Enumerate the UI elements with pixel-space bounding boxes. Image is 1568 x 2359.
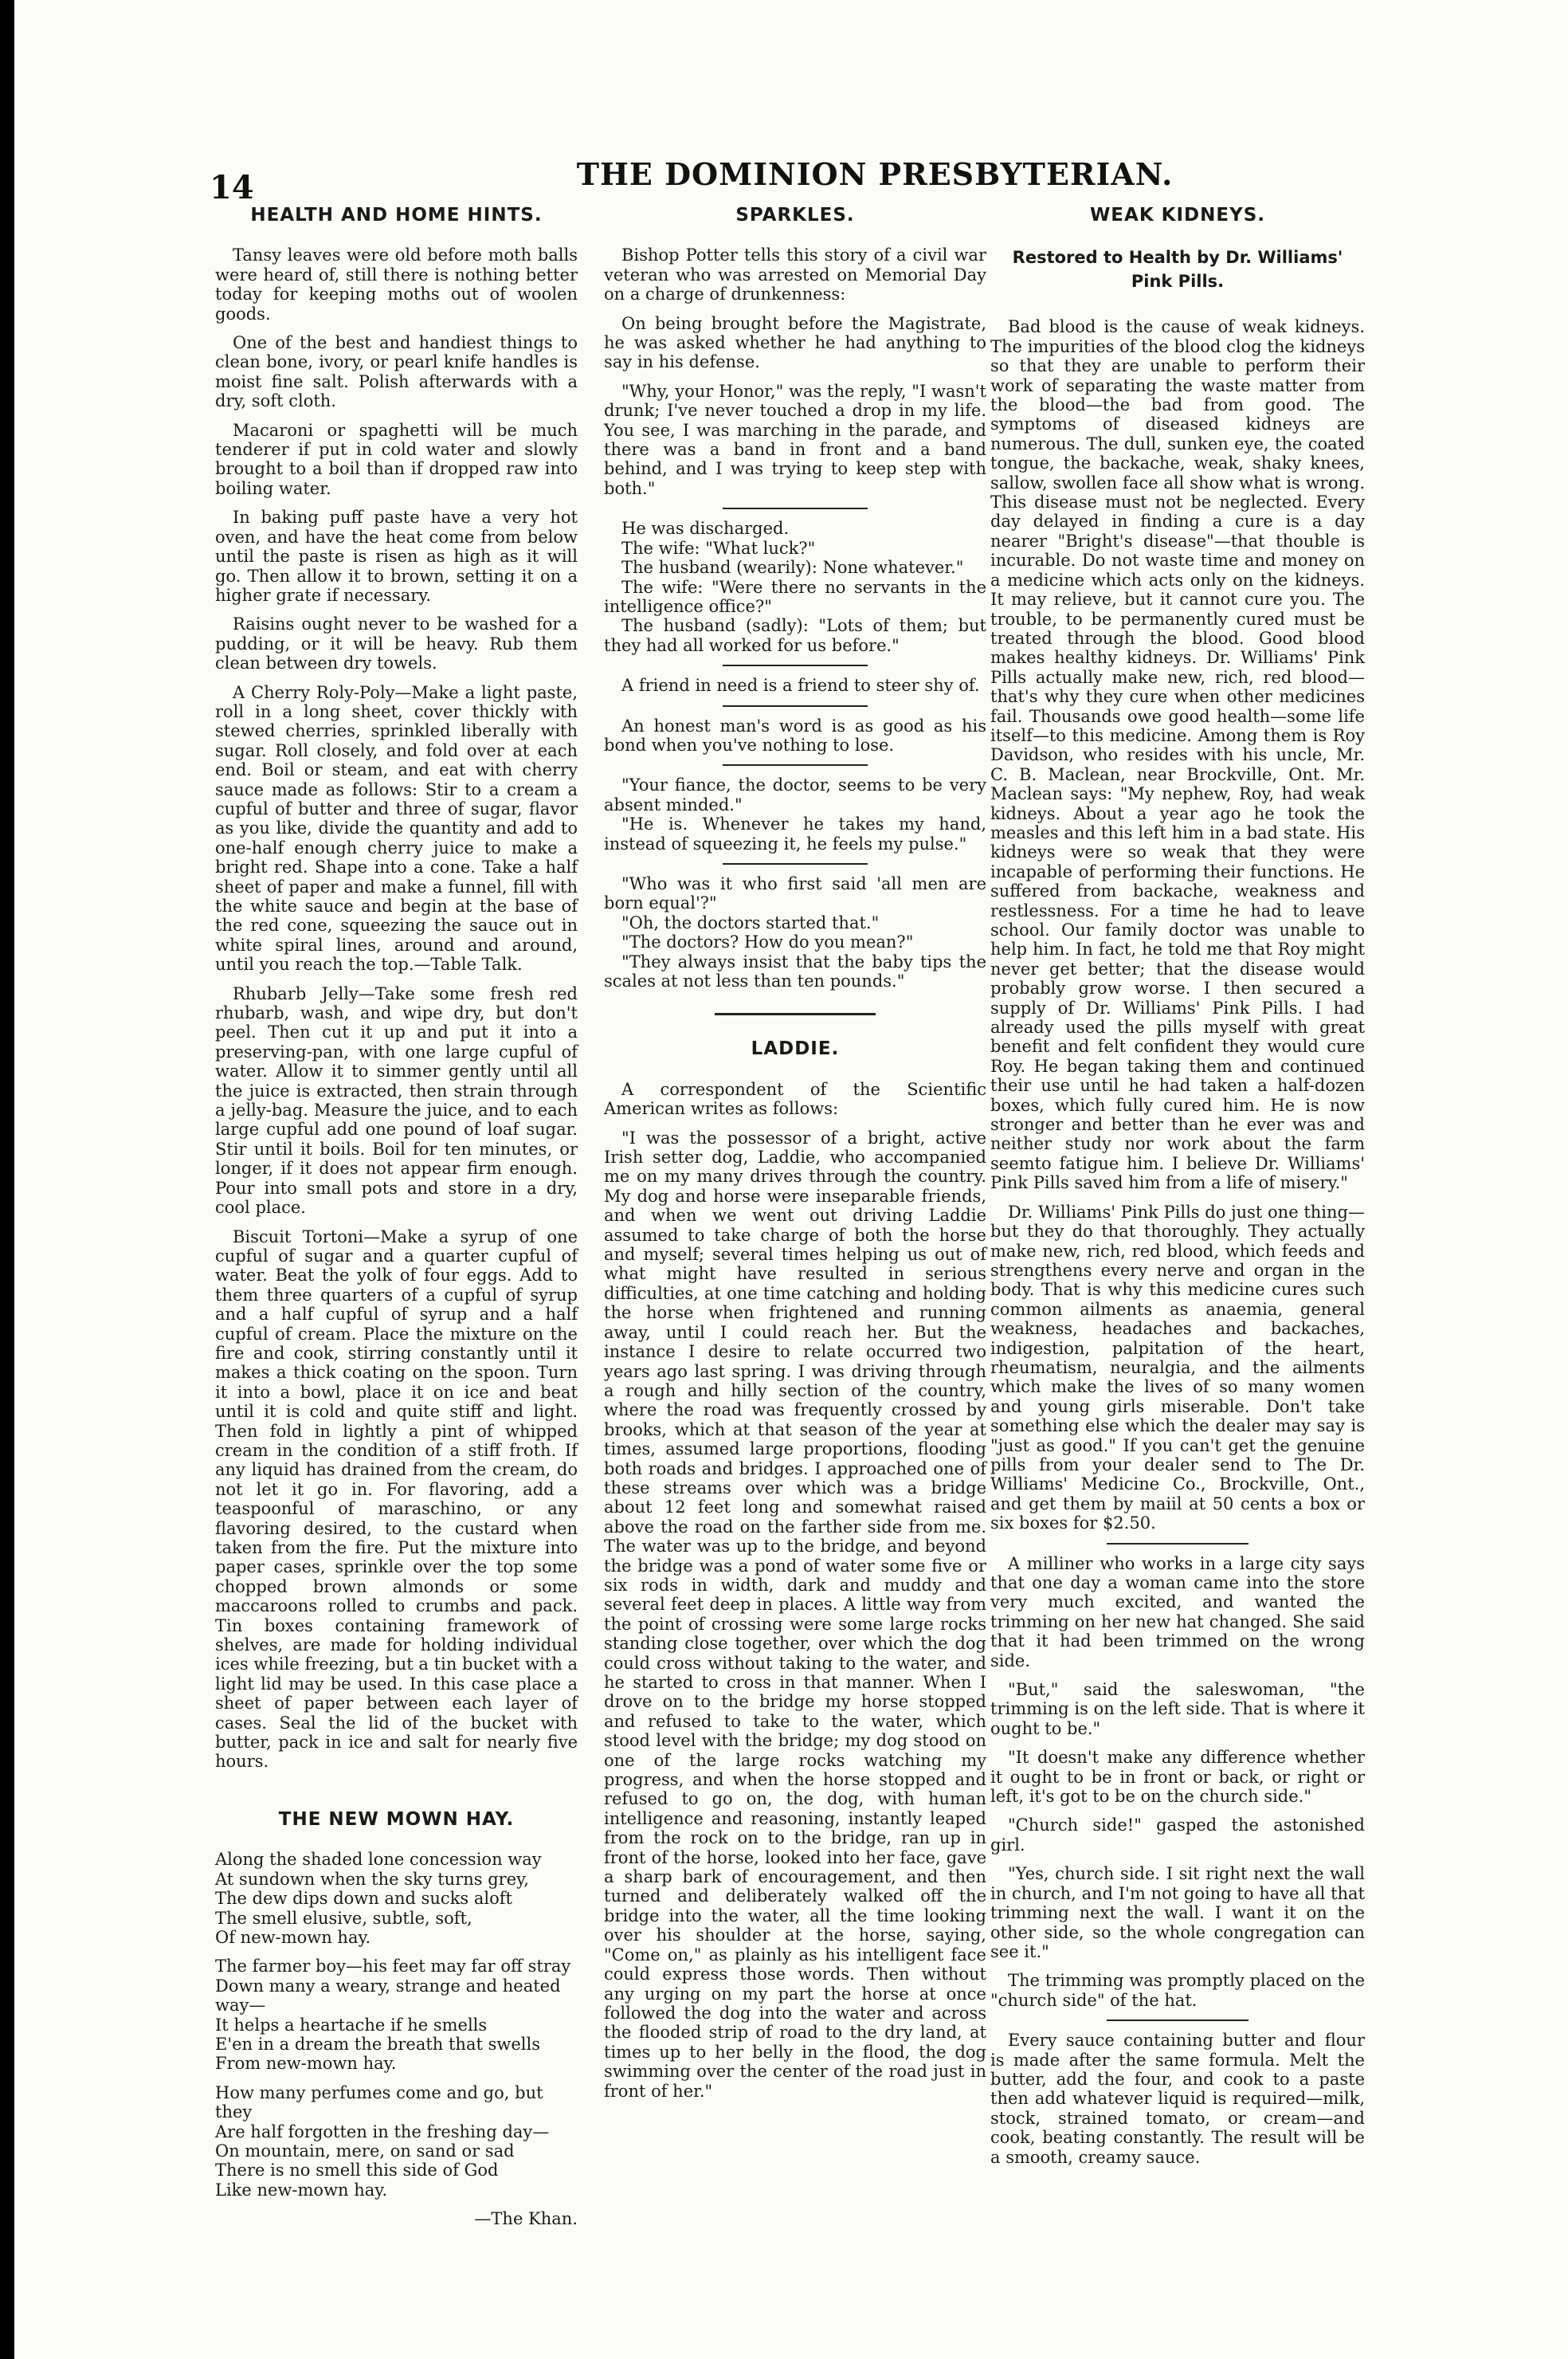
- paragraph: Bad blood is the cause of weak kidneys. The impurities of the blood clog the kidneys so that they are unable to perform their work of separating the waste matter from the blood—the bad from good. The symptoms of diseased kidneys are numerous. The dull, sunken eye, the coated tongue, the backache, weak, shaky knees, sallow, swollen face all show what is wrong. This disease must not be neglected. Every day delayed in finding a cure is a day nearer "Bright's disease"—that thouble is incurable. Do not waste time and money on a medicine which acts only on the kidneys. It may relieve, but it cannot cure you. The trouble, to be permanently cured must be treated through the blood. Good blood makes healthy kidneys. Dr. Williams' Pink Pills actually make new, rich, red blood—that's why they cure when other medicines fail. Thousands owe good health—some life itself—to this medicine. Among them is Roy Davidson, who resides with his uncle, Mr. C. B. Maclean, near Brockville, Ont. Mr. Maclean says: "My nephew, Roy, had weak kidneys. About a year ago he took the measles and this left him in a bad state. His kidneys were so weak that they were incapable of performing their functions. He suffered from backache, weakness and restlessness. For a time he had to leave school. Our family doctor was unable to help him. In fact, he told me that Roy might never get better; that the disease would probably grow worse. I then secured a supply of Dr. Williams' Pink Pills. I had already used the pills myself with great benefit and felt confident they would cure Roy. He began taking them and continued their use until he had taken a half-dozen boxes, which fully cured him. He is now stronger and better than he ever was and neither study nor work about the farm seemto fatigue him. I believe Dr. Williams' Pink Pills saved him from a life of misery.": [990, 317, 1365, 1193]
- paragraph: A milliner who works in a large city says that one day a woman came into the store very much excited, and wanted the trimming on her new hat changed. She said that it had been trimmed on the wrong side.: [990, 1553, 1365, 1670]
- poem-line: The farmer boy—his feet may far off stray: [215, 1957, 571, 1976]
- paragraph: "He is. Whenever he takes my hand, instead of squeezing it, he feels my pulse.": [604, 814, 986, 854]
- poem-line: Of new-mown hay.: [215, 1927, 371, 1947]
- poem-line: At sundown when the sky turns grey,: [215, 1869, 529, 1889]
- divider: [723, 508, 868, 509]
- poem-stanza: [215, 2083, 578, 2200]
- paragraph: A correspondent of the Scientific American writes as follows:: [604, 1079, 986, 1119]
- paragraph: "But," said the saleswoman, "the trimming is on the left side. That is where it ought to be.": [990, 1680, 1365, 1738]
- divider: [723, 665, 868, 666]
- poem-line: How many perfumes come and go, but they: [215, 2082, 543, 2122]
- heading-sparkles: SPARKLES.: [735, 205, 855, 226]
- paragraph: Tansy leaves were old before moth balls were heard of, still there is nothing better today for keeping moths out of woolen goods.: [215, 245, 578, 324]
- paragraph: Macaroni or spaghetti will be much tenderer if put in cold water and slowly brought to a boil than if dropped raw into boiling water.: [215, 420, 578, 498]
- paragraph: Dr. Williams' Pink Pills do just one thing—but they do that thoroughly. They actually make new, rich, red blood, which feeds and strengthens every nerve and organ in the body. That is why this medicine cures such common ailments as anaemia, general weakness, headaches and backaches, indigestion, palpitation of the heart, rheumatism, neuralgia, and the ailments which make the lives of so many women and young girls miserable. Don't take something else which the dealer may say is "just as good." If you can't get the genuine pills from your dealer send to The Dr. Williams' Medicine Co., Brockville, Ont., and get them by maiil at 50 cents a box or six boxes for $2.50.: [990, 1202, 1365, 1533]
- paragraph: The husband (wearily): None whatever.": [621, 558, 964, 578]
- heading-health-home-hints: HEALTH AND HOME HINTS.: [250, 205, 543, 226]
- paragraph: The wife: "What luck?": [621, 538, 816, 558]
- paragraph: "Yes, church side. I sit right next the wall in church, and I'm not going to have all that trimming next the wall. I want it on the other side, so the whole congregation can see it.": [990, 1864, 1365, 1961]
- heading-weak-kidneys: WEAK KIDNEYS.: [1089, 205, 1266, 226]
- divider: [723, 863, 868, 865]
- column-sparkles: [604, 206, 986, 2110]
- poem-line: It helps a heartache if he smells: [215, 2015, 488, 2035]
- subheading-pink-pills: Restored to Health by Dr. Williams' Pink Pills.: [1012, 248, 1343, 292]
- paragraph: "They always insist that the baby tips the scales at not less than ten pounds.": [604, 952, 986, 991]
- paragraph: "Why, your Honor," was the reply, "I wasn't drunk; I've never touched a drop in my life. You see, I was marching in the parade, and there was a band in front and a band behind, and I was trying to keep step with both.": [604, 381, 986, 498]
- paragraph: On being brought before the Magistrate, he was asked whether he had anything to say in his defense.: [604, 313, 986, 372]
- page-number: 14: [210, 169, 254, 206]
- paragraph: Bishop Potter tells this story of a civil war veteran who was arrested on Memorial Day on a charge of drunkenness:: [604, 245, 986, 304]
- poem-line: On mountain, mere, on sand or sad: [215, 2141, 515, 2161]
- paragraph: A friend in need is a friend to steer shy of.: [621, 676, 980, 696]
- paragraph: "Oh, the doctors started that.": [621, 913, 880, 932]
- poem-new-mown-hay: [215, 1850, 578, 2228]
- divider: [723, 764, 868, 766]
- poem-line: Down many a weary, strange and heated way—: [215, 1976, 561, 2016]
- paragraph: "Your fiance, the doctor, seems to be very absent minded.": [604, 775, 986, 814]
- paragraph: One of the best and handiest things to clean bone, ivory, or pearl knife handles is moist fine salt. Polish afterwards with a dry, soft cloth.: [215, 333, 578, 411]
- poem-line: From new-mown hay.: [215, 2054, 397, 2074]
- poem-line: Along the shaded lone concession way: [215, 1850, 542, 1870]
- poem-line: There is no smell this side of God: [215, 2161, 499, 2180]
- paragraph: A Cherry Roly-Poly—Make a light paste, roll in a long sheet, cover thickly with stewed cherries, sprinkled liberally with sugar. Roll closely, and fold over at each end. Boil or steam, and eat with cherry sauce made as follows: Stir to a cream a cupful of butter and three of sugar, flavor as you like, divide the quantity and add to one-half enough cherry juice to make a bright red. Shape into a cone. Take a half sheet of paper and make a funnel, fill with the white sauce and begin at the base of the red cone, squeezing the sauce out in white spiral lines, around and around, until you reach the top.—Table Talk.: [215, 682, 578, 975]
- heading-laddie: LADDIE.: [751, 1038, 840, 1060]
- section-divider: [715, 1013, 876, 1015]
- paragraph: He was discharged.: [621, 519, 790, 539]
- paragraph: Rhubarb Jelly—Take some fresh red rhubarb, wash, and wipe dry, but don't peel. Then cut it up and put it into a preserving-pan, with one large cupful of water. Allow it to simmer gently until all the juice is extracted, then strain through a jelly-bag. Measure the juice, and to each large cupful add one pound of loaf sugar. Stir until it boils. Boil for ten minutes, or longer, if it does not appear firm enough. Pour into small pots and store in a dry, cool place.: [215, 983, 578, 1218]
- paragraph: In baking puff paste have a very hot oven, and have the heat come from below until the paste is risen as high as it will go. Then allow it to brown, setting it on a higher grate if necessary.: [215, 508, 578, 605]
- paragraph: The wife: "Were there no servants in the intelligence office?": [604, 577, 986, 616]
- poem-line: Are half forgotten in the freshing day—: [215, 2122, 550, 2141]
- paragraph: Raisins ought never to be washed for a pudding, or it will be heavy. Rub them clean between dry towels.: [215, 614, 578, 673]
- column-health-hints: [215, 206, 578, 2229]
- paragraph: "It doesn't make any difference whether it ought to be in front or back, or right or left, it's got to be on the church side.": [990, 1748, 1365, 1807]
- divider: [1107, 2019, 1249, 2021]
- paragraph: An honest man's word is as good as his bond when you've nothing to lose.: [604, 716, 986, 755]
- divider: [723, 705, 868, 707]
- divider: [1107, 1543, 1249, 1545]
- poem-stanza: [215, 1850, 578, 1947]
- paragraph: Biscuit Tortoni—Make a syrup of one cupful of sugar and a quarter cupful of water. Beat the yolk of four eggs. Add to them three quarters of a cupful of syrup and a half cupful of syrup and a half cupful of cream. Place the mixture on the fire and cook, stirring constantly until it makes a thick coating on the spoon. Turn it into a bowl, place it on ice and beat until it is cold and quite stiff and light. Then fold in lightly a pint of whipped cream in the condition of a stiff froth. If any liquid has drained from the cream, do not let it go in. For flavoring, add a teaspoonful of maraschino, or any flavoring desired, to the custard when taken from the fire. Put the mixture into paper cases, sprinkle over the top some chopped brown almonds or some maccaroons rolled to crumbs and pack. Tin boxes containing framework of shelves, are made for holding individual ices while freezing, but a tin bucket with a light lid may be used. In this case place a sheet of paper between each layer of cases. Seal the lid of the bucket with butter, pack in ice and salt for nearly five hours.: [215, 1227, 578, 1772]
- poem-stanza: [215, 1957, 578, 2073]
- column-weak-kidneys: [990, 206, 1365, 2176]
- poem-line: The dew dips down and sucks aloft: [215, 1889, 512, 1909]
- masthead: THE DOMINION PRESBYTERIAN.: [576, 156, 1174, 192]
- poem-line: The smell elusive, subtle, soft,: [215, 1908, 472, 1928]
- paragraph: The husband (sadly): "Lots of them; but they had all worked for us before.": [604, 616, 986, 655]
- paragraph: "Who was it who first said 'all men are born equal'?": [604, 873, 986, 913]
- paragraph: "Church side!" gasped the astonished girl.: [990, 1815, 1365, 1855]
- paragraph: "The doctors? How do you mean?": [621, 932, 914, 952]
- paragraph: Every sauce containing butter and flour is made after the same formula. Melt the butter, add the four, and cook to a paste then add whatever liquid is required—milk, stock, strained tomato, or cream—and cook, beating constantly. The result will be a smooth, creamy sauce.: [990, 2031, 1365, 2167]
- heading-new-mown-hay: THE NEW MOWN HAY.: [278, 1808, 515, 1830]
- newspaper-page: [14, 0, 1568, 2359]
- poem-signature: —The Khan.: [474, 2209, 578, 2229]
- poem-line: Like new-mown hay.: [215, 2180, 388, 2200]
- paragraph: The trimming was promptly placed on the "church side" of the hat.: [990, 1971, 1365, 2010]
- poem-line: E'en in a dream the breath that swells: [215, 2034, 540, 2054]
- paragraph: "I was the possessor of a bright, active Irish setter dog, Laddie, who accompanied me on my many drives through the country. My dog and horse were inseparable friends, and when we went out driving Laddie assumed to take charge of both the horse and myself; several times helping us out of what might have resulted in serious difficulties, at one time catching and holding the horse when frightened and running away, until I could reach her. But the instance I desire to relate occurred two years ago last spring. I was driving through a rough and hilly section of the country, where the road was frequently crossed by brooks, which at that season of the year at times, assumed large proportions, flooding both roads and bridges. I approached one of these streams over which was a bridge about 12 feet long and somewhat raised above the road on the farther side from me. The water was up to the bridge, and beyond the bridge was a pond of water some five or six rods in width, dark and muddy and several feet deep in places. A little way from the point of crossing were some large rocks standing close together, over which the dog could cross without taking to the water, and he started to cross in that manner. When I drove on to the bridge my horse stopped and refused to take to the water, which stood level with the bridge; my dog stood on one of the large rocks watching my progress, and when the horse stopped and refused to go on, the dog, with human intelligence and reasoning, instantly leaped from the rock on to the bridge, ran up in front of the horse, looked into her face, gave a sharp bark of encouragement, and then turned and deliberately walked off the bridge into the water, all the time looking over his shoulder at the horse, saying, "Come on," as plainly as his intelligent face could express those words. Then without any urging on my part the horse at once followed the dog into the water and across the flooded strip of road to the dry land, at times up to her belly in the flood, the dog swimming over the center of the road just in front of her.": [604, 1128, 986, 2101]
